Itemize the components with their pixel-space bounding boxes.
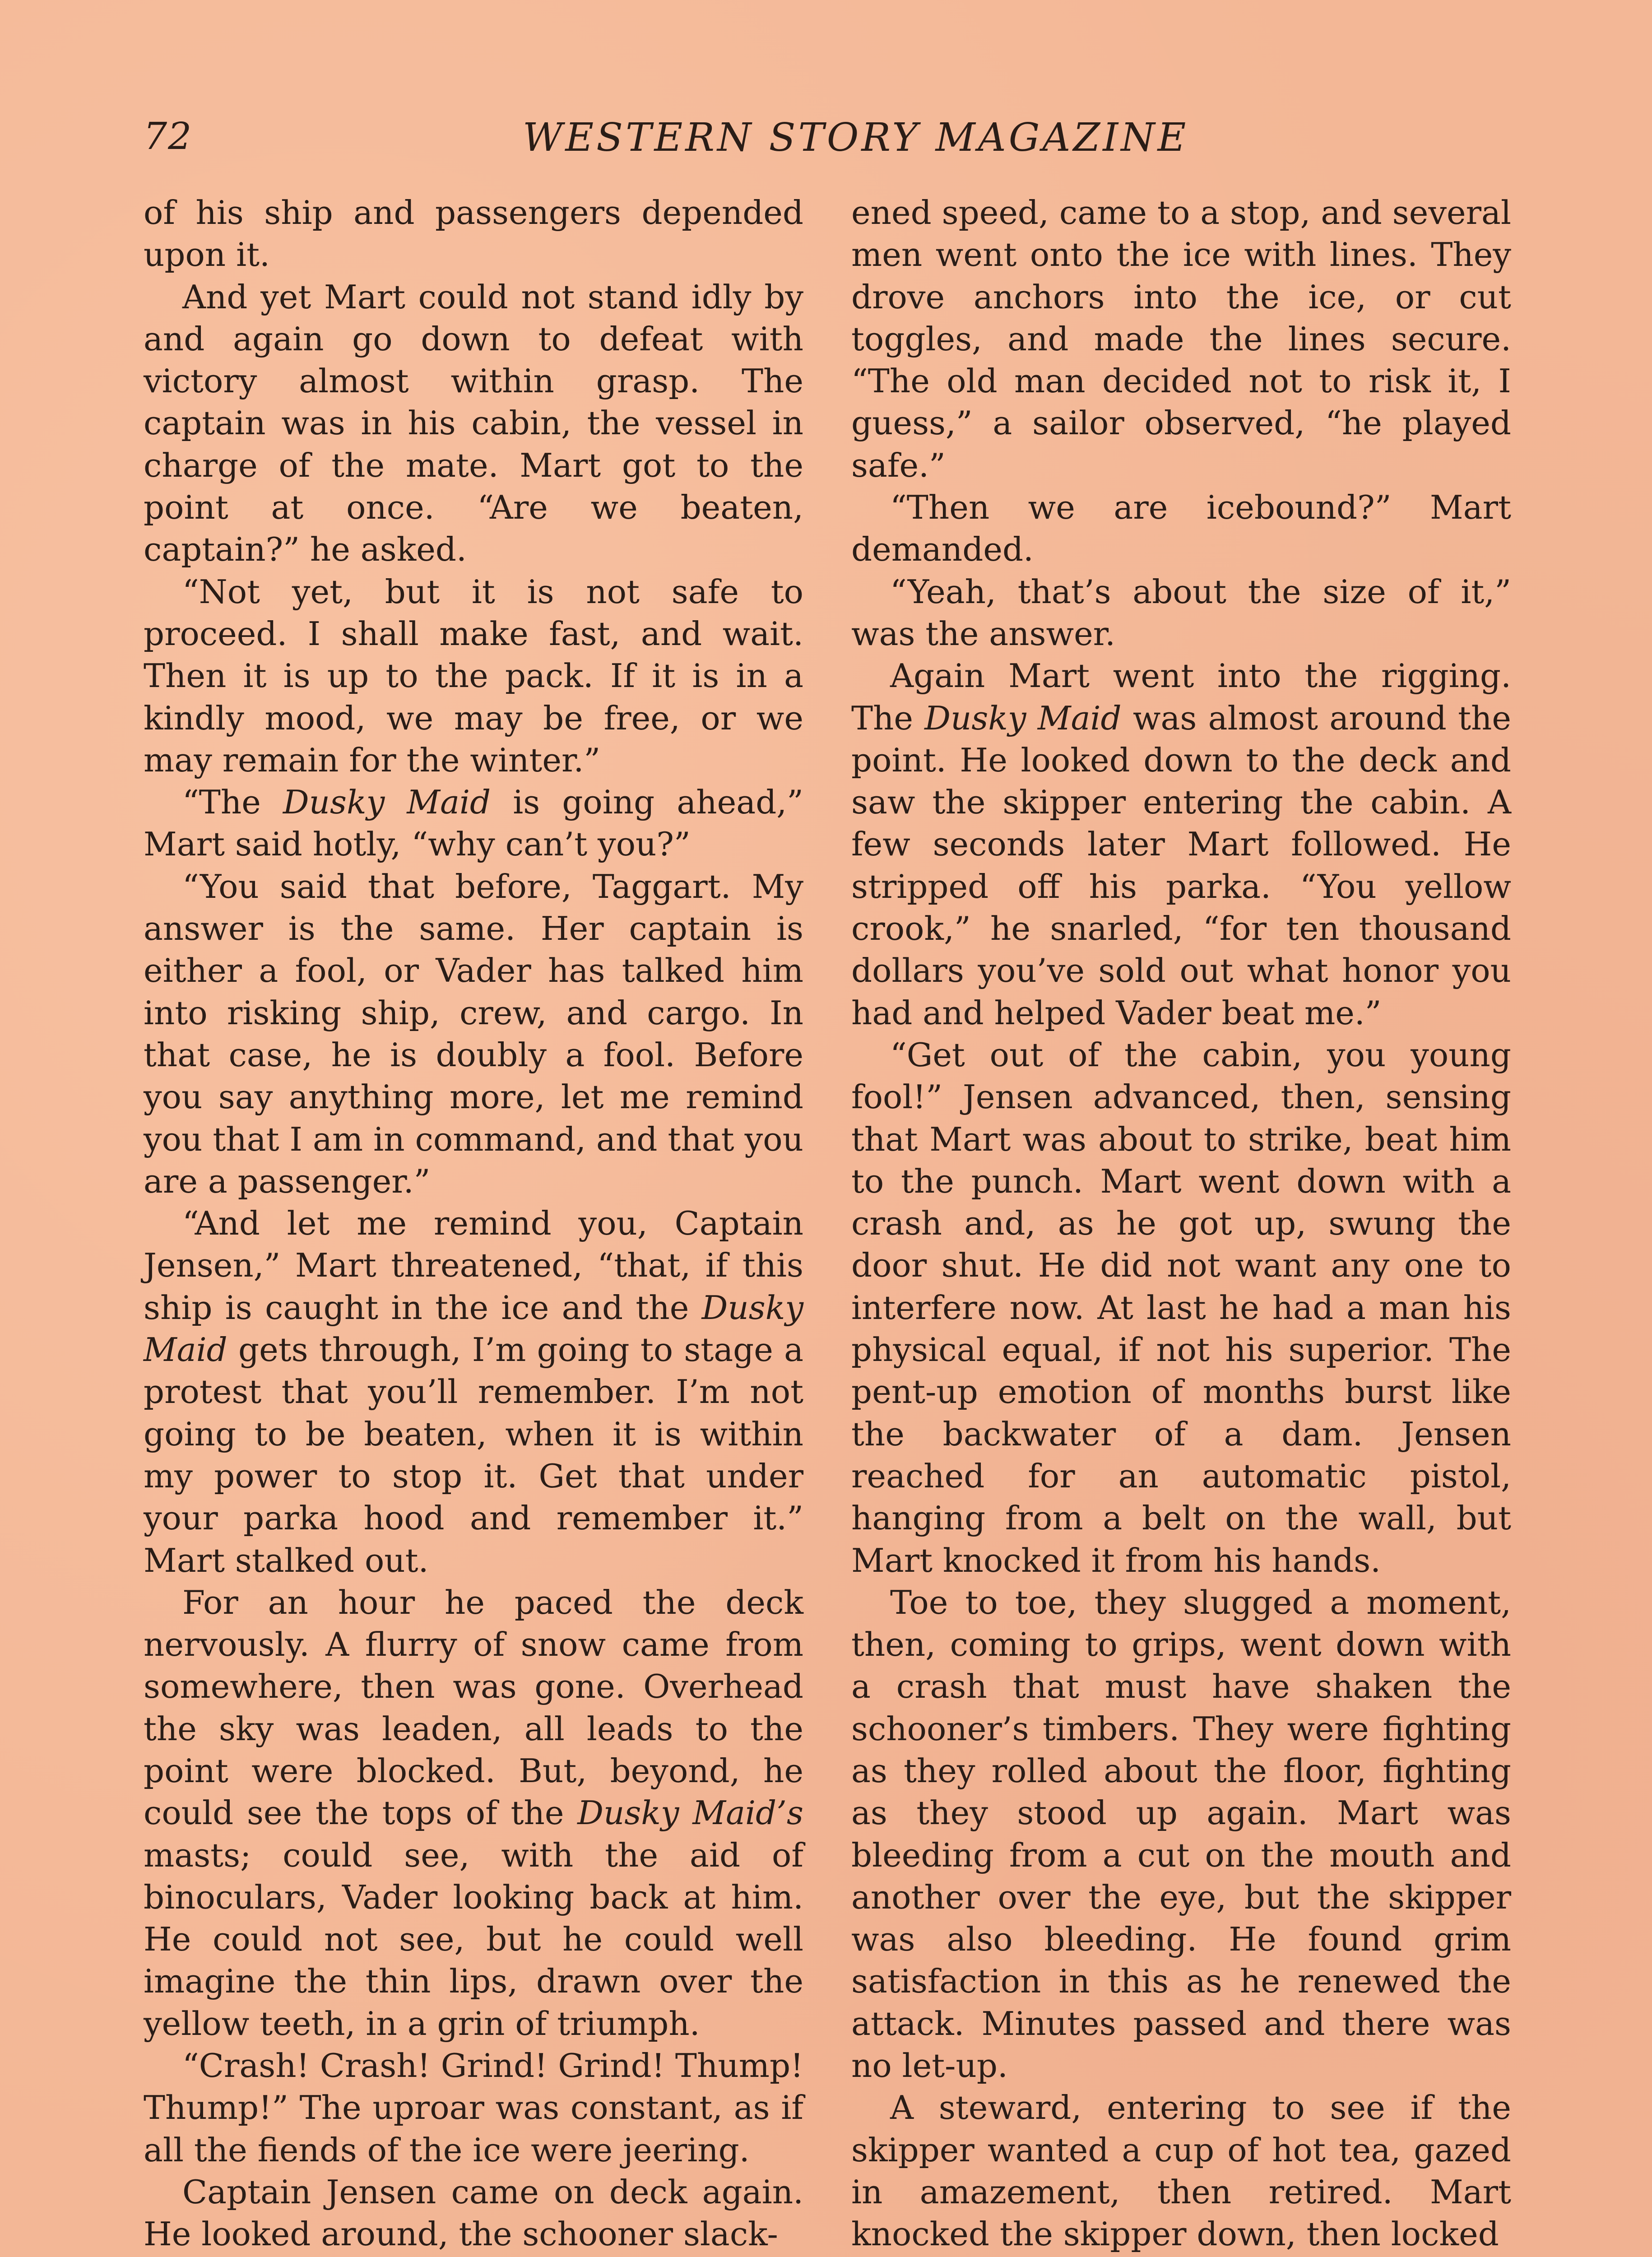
paragraph [144, 781, 803, 866]
page-header [144, 115, 1511, 174]
left-column [144, 192, 803, 2256]
page-number: 72 [144, 115, 193, 158]
ship-name: Dusky Maid [283, 783, 491, 822]
paragraph: A steward, entering to see if the skipper wanted a cup of hot tea, gazed in amazement, then retired. Mart knocked the skipper down, then locked [851, 2089, 1511, 2253]
paragraph: “Not yet, but it is not safe to proceed. I shall make fast, and wait. Then it is up to the pack. If it is in a kindly mood, we may be free, or we may remain for the winter.” [144, 572, 803, 779]
ship-name: Dusky Maid’s [577, 1794, 803, 1832]
paragraph: “You said that before, Taggart. My answer is the same. Her captain is either a fool, or Vader has talked him into risking ship, crew, and cargo. In that case, he is doubly a fool. Before you say anything more, let me remind you that I am in command, and that you are a passenger.” [144, 867, 803, 1200]
text-run: is going ahead,” Mart said hotly, “why can’t you?” [144, 783, 803, 864]
paragraph: ened speed, came to a stop, and several men went onto the ice with lines. They drove anchors into the ice, or cut toggles, and made the lines secure. “The old man decided not to risk it, I guess,” a sailor observed, “he played safe.” [851, 194, 1511, 484]
text-run: Again Mart went into the rigging. The [851, 657, 1511, 737]
text-run: For an hour he paced the deck nervously. A flurry of snow came from somewhere, then was gone. Overhead the sky was leaden, all leads to the point were blocked. But, beyond, he could see the tops of the [144, 1583, 803, 1832]
ship-name: Dusky Maid [144, 1288, 803, 1369]
right-column [851, 192, 1511, 2256]
magazine-title: WESTERN STORY MAGAZINE [523, 115, 1189, 160]
paragraph: “Crash! Crash! Grind! Grind! Thump! Thump!” The uproar was constant, as if all the fiends of the ice were jeering. [144, 2047, 803, 2169]
paragraph: “Then we are icebound?” Mart demanded. [851, 488, 1511, 569]
ship-name: Dusky Maid [924, 699, 1122, 737]
text-run: was almost around the point. He looked down to the deck and saw the skipper entering the cabin. A few seconds later Mart followed. He stripped off his parka. “You yellow crook,” he snarled, “for ten thousand dollars you’ve sold out what honor you had and helped Vader beat me.” [851, 699, 1511, 1032]
paragraph [851, 655, 1511, 1034]
paragraph: “Get out of the cabin, you young fool!” Jensen advanced, then, sensing that Mart was about to strike, beat him to the punch. Mart went down with a crash and, as he got up, swung the door shut. He did not want any one to interfere now. At last he had a man his physical equal, if not his superior. The pent-up emotion of months burst like the backwater of a dam. Jensen reached for an automatic pistol, hanging from a belt on the wall, but Mart knocked it from his hands. [851, 1036, 1511, 1579]
text-run: “The [182, 783, 283, 822]
paragraph: Toe to toe, they slugged a moment, then, coming to grips, went down with a crash that must have shaken the schooner’s timbers. They were fighting as they rolled about the floor, fighting as they stood up again. Mart was bleeding from a cut on the mouth and another over the eye, but the skipper was also bleeding. He found grim satisfaction in this as he renewed the attack. Minutes passed and there was no let-up. [851, 1583, 1511, 2085]
paragraph: of his ship and passengers depended upon it. [144, 194, 803, 274]
paragraph: And yet Mart could not stand idly by and again go down to defeat with victory almost within grasp. The captain was in his cabin, the vessel in charge of the mate. Mart got to the point at once. “Are we beaten, captain?” he asked. [144, 278, 803, 569]
text-run: “And let me remind you, Captain Jensen,” Mart threatened, “that, if this ship is caught in the ice and the [144, 1204, 803, 1327]
paragraph [144, 1582, 803, 2045]
text-run: masts; could see, with the aid of binoculars, Vader looking back at him. He could not see, but he could well imagine the thin lips, drawn over the yellow teeth, in a grin of triumph. [144, 1836, 803, 2043]
paragraph: “Yeah, that’s about the size of it,” was the answer. [851, 572, 1511, 653]
paragraph [144, 1203, 803, 1582]
paragraph: Captain Jensen came on deck again. He looked around, the schooner slack- [144, 2173, 803, 2253]
text-run: gets through, I’m going to stage a protest that you’ll remember. I’m not going to be beaten, when it is within my power to stop it. Get that under your parka hood and remember it.” Mart stalked out. [144, 1331, 803, 1579]
